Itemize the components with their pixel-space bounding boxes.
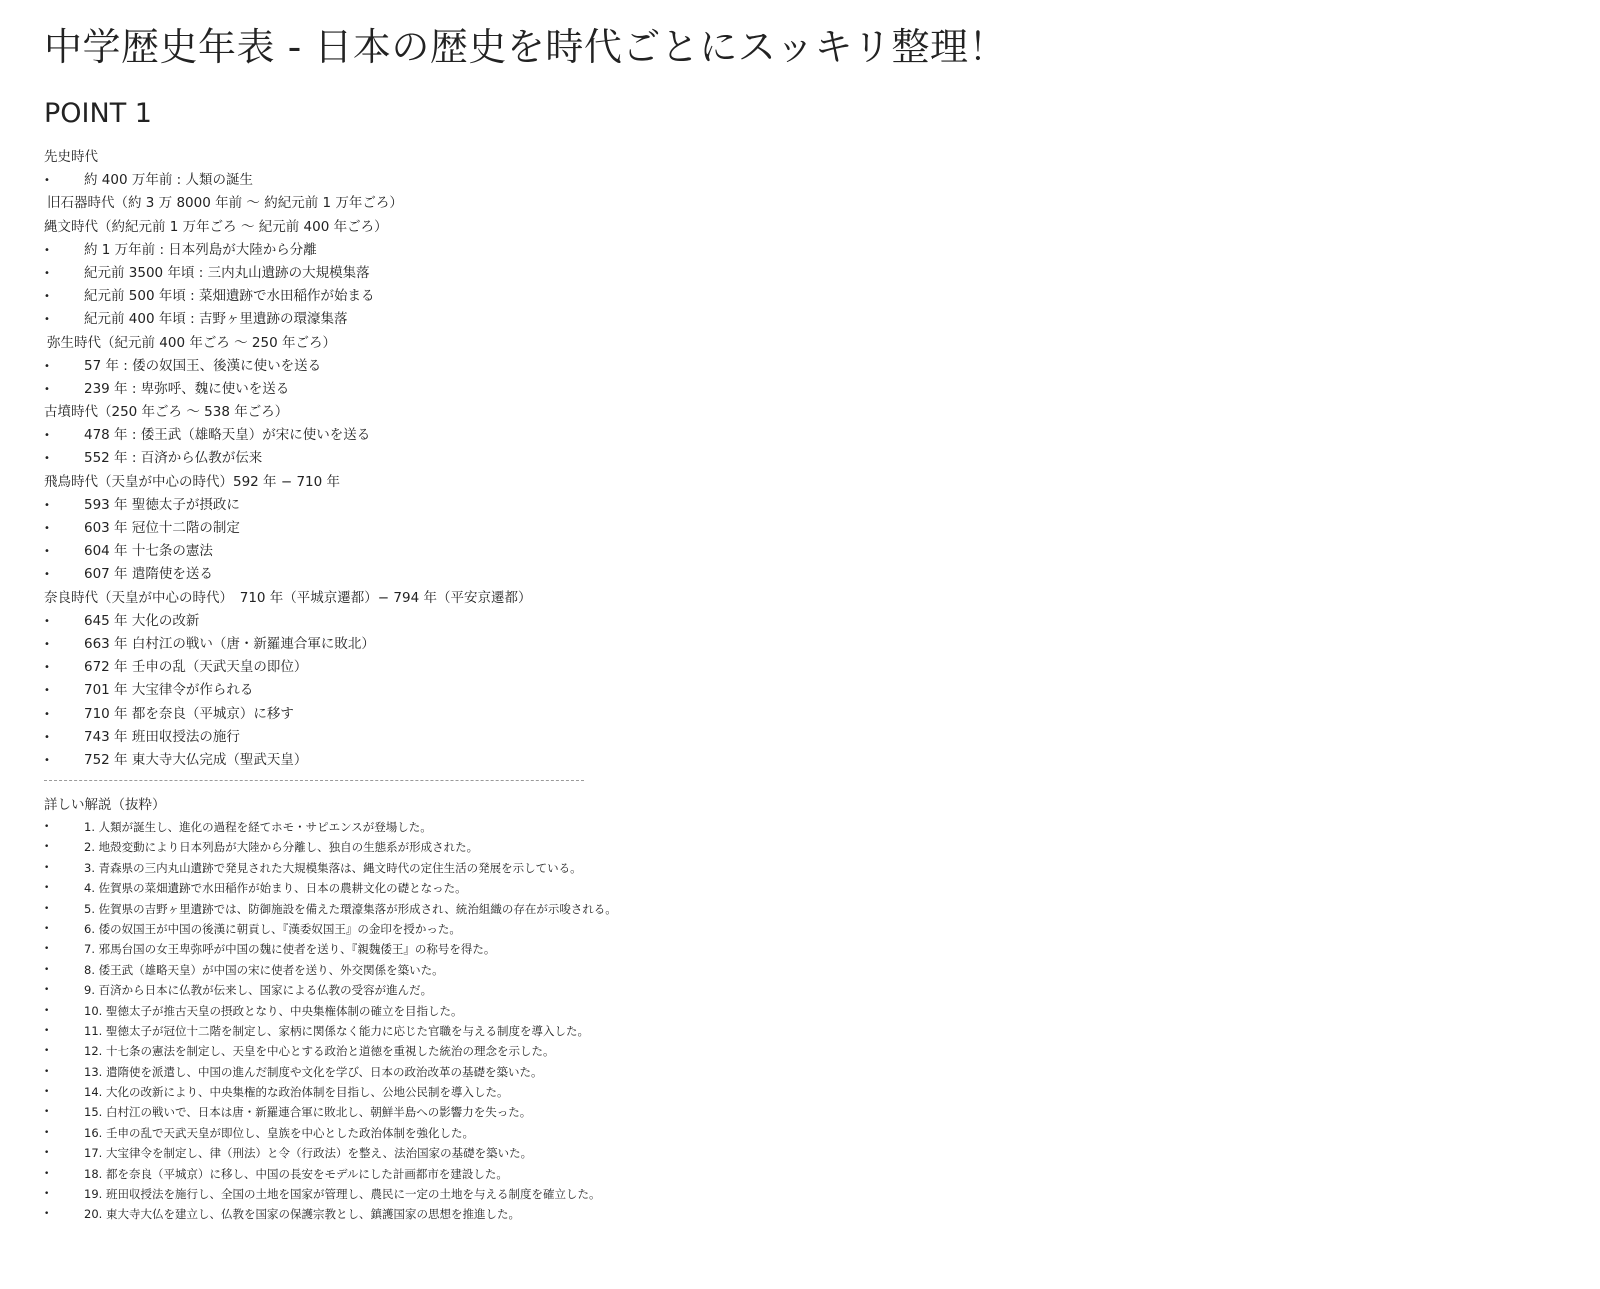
period-heading-text: 縄文時代（約紀元前 1 万年ごろ 〜 紀元前 400 年ごろ） [44, 218, 388, 235]
timeline-event-text: 604 年 十七条の憲法 [84, 543, 213, 560]
page-title: 中学歴史年表 - 日本の歴史を時代ごとにスッキリ整理！ [44, 25, 1007, 69]
bullet-icon: • [44, 944, 50, 955]
timeline-event [44, 656, 944, 679]
bullet-icon: • [44, 453, 50, 465]
timeline-event-text: 約 400 万年前 : 人類の誕生 [84, 172, 253, 189]
details-heading: 詳しい解説（抜粋） [44, 797, 166, 813]
detail-item-text: 17. 大宝律令を制定し、律（刑法）と令（行政法）を整え、法治国家の基礎を築いた。 [84, 1146, 533, 1161]
detail-item-text: 5. 佐賀県の吉野ヶ里遺跡では、防御施設を備えた環濠集落が形成され、統治組織の存在が示唆される。 [84, 901, 617, 916]
detail-item [44, 1164, 944, 1184]
timeline-event-text: 710 年 都を奈良（平城京）に移す [84, 705, 294, 722]
timeline-event-text: 約 1 万年前 : 日本列島が大陸から分離 [84, 241, 317, 258]
timeline-event [44, 517, 944, 540]
timeline-event [44, 308, 944, 331]
details-list [44, 817, 944, 1225]
timeline-event-text: 701 年 大宝律令が作られる [84, 682, 254, 699]
detail-item [44, 817, 944, 837]
detail-item-text: 3. 青森県の三内丸山遺跡で発見された大規模集落は、縄文時代の定住生活の発展を示している。 [84, 860, 582, 875]
timeline-event-text: 57 年 : 倭の奴国王、後漢に使いを送る [84, 357, 322, 374]
detail-item [44, 1184, 944, 1204]
detail-item [44, 878, 944, 898]
timeline-event-text: 663 年 白村江の戦い（唐・新羅連合軍に敗北） [84, 635, 375, 652]
period-heading [44, 401, 944, 424]
bullet-icon: • [44, 685, 50, 697]
detail-item [44, 1021, 944, 1041]
timeline-event [44, 447, 944, 470]
period-heading-text: 先史時代 [44, 149, 98, 165]
detail-item [44, 919, 944, 939]
bullet-icon: • [44, 923, 50, 934]
timeline-event-text: 紀元前 500 年頃 : 菜畑遺跡で水田稲作が始まる [84, 288, 375, 305]
timeline-event [44, 563, 944, 586]
bullet-icon: • [44, 638, 50, 650]
timeline-list [44, 146, 944, 772]
detail-item-text: 13. 遣隋使を派遣し、中国の進んだ制度や文化を学び、日本の政治改革の基礎を築いた。 [84, 1064, 543, 1079]
timeline-event-text: 672 年 壬申の乱（天武天皇の即位） [84, 659, 308, 676]
timeline-event [44, 262, 944, 285]
detail-item [44, 960, 944, 980]
detail-item [44, 939, 944, 959]
detail-item [44, 1123, 944, 1143]
detail-item [44, 1062, 944, 1082]
timeline-event [44, 494, 944, 517]
bullet-icon: • [44, 1066, 50, 1077]
period-heading [44, 587, 944, 610]
bullet-icon: • [44, 383, 50, 395]
detail-item-text: 7. 邪馬台国の女王卑弥呼が中国の魏に使者を送り、『親魏倭王』の称号を得た。 [84, 942, 496, 957]
timeline-event [44, 726, 944, 749]
detail-item-text: 10. 聖徳太子が推古天皇の摂政となり、中央集権体制の確立を目指した。 [84, 1003, 463, 1018]
detail-item-text: 6. 倭の奴国王が中国の後漢に朝貢し、『漢委奴国王』の金印を授かった。 [84, 921, 461, 936]
timeline-event [44, 610, 944, 633]
bullet-icon: • [44, 842, 50, 853]
timeline-event [44, 540, 944, 563]
bullet-icon: • [44, 1025, 50, 1036]
bullet-icon: • [44, 430, 50, 442]
detail-item [44, 858, 944, 878]
detail-item-text: 19. 班田収授法を施行し、全国の土地を国家が管理し、農民に一定の土地を与える制度を確立した。 [84, 1187, 601, 1202]
period-heading-text: 旧石器時代（約 3 万 8000 年前 〜 約紀元前 1 万年ごろ） [47, 195, 403, 212]
timeline-event [44, 749, 944, 772]
detail-item-text: 11. 聖徳太子が冠位十二階を制定し、家柄に関係なく能力に応じた官職を与える制度を導入した。 [84, 1023, 589, 1038]
detail-item-text: 18. 都を奈良（平城京）に移し、中国の長安をモデルにした計画都市を建設した。 [84, 1166, 508, 1181]
bullet-icon: • [44, 175, 50, 187]
timeline-event-text: 紀元前 3500 年頃 : 三内丸山遺跡の大規模集落 [84, 264, 370, 281]
period-heading [44, 192, 944, 215]
timeline-event [44, 633, 944, 656]
bullet-icon: • [44, 1005, 50, 1016]
bullet-icon: • [44, 314, 50, 326]
timeline-event [44, 239, 944, 262]
timeline-event-text: 752 年 東大寺大仏完成（聖武天皇） [84, 751, 308, 768]
bullet-icon: • [44, 499, 50, 511]
bullet-icon: • [44, 862, 50, 873]
bullet-icon: • [44, 546, 50, 558]
timeline-event [44, 355, 944, 378]
detail-item [44, 837, 944, 857]
bullet-icon: • [44, 708, 50, 720]
detail-item [44, 1082, 944, 1102]
detail-item-text: 2. 地殻変動により日本列島が大陸から分離し、独自の生態系が形成された。 [84, 840, 479, 855]
timeline-event [44, 424, 944, 447]
bullet-icon: • [44, 1046, 50, 1057]
bullet-icon: • [44, 883, 50, 894]
bullet-icon: • [44, 244, 50, 256]
bullet-icon: • [44, 985, 50, 996]
timeline-event-text: 552 年 : 百済から仏教が伝来 [84, 450, 263, 467]
bullet-icon: • [44, 615, 50, 627]
detail-item-text: 8. 倭王武（雄略天皇）が中国の宋に使者を送り、外交関係を築いた。 [84, 962, 444, 977]
timeline-event [44, 378, 944, 401]
timeline-event [44, 679, 944, 702]
period-heading-text: 古墳時代（250 年ごろ 〜 538 年ごろ） [44, 404, 289, 421]
timeline-event-text: 593 年 聖徳太子が摂政に [84, 496, 240, 513]
bullet-icon: • [44, 731, 50, 743]
detail-item [44, 1041, 944, 1061]
timeline-event-text: 478 年 : 倭王武（雄略天皇）が宋に使いを送る [84, 427, 371, 444]
detail-item [44, 1102, 944, 1122]
bullet-icon: • [44, 1107, 50, 1118]
detail-item [44, 1001, 944, 1021]
point-heading: POINT 1 [44, 98, 152, 129]
detail-item [44, 980, 944, 1000]
detail-item [44, 1143, 944, 1163]
timeline-event [44, 703, 944, 726]
timeline-event-text: 239 年 : 卑弥呼、魏に使いを送る [84, 380, 290, 397]
period-heading [44, 471, 944, 494]
bullet-icon: • [44, 569, 50, 581]
timeline-event-text: 743 年 班田収授法の施行 [84, 728, 240, 745]
timeline-event-text: 603 年 冠位十二階の制定 [84, 520, 240, 536]
timeline-event [44, 285, 944, 308]
bullet-icon: • [44, 1209, 50, 1220]
detail-item-text: 20. 東大寺大仏を建立し、仏教を国家の保護宗教とし、鎮護国家の思想を推進した。 [84, 1207, 520, 1222]
timeline-event [44, 169, 944, 192]
period-heading [44, 216, 944, 239]
detail-item [44, 899, 944, 919]
period-heading [44, 146, 944, 169]
bullet-icon: • [44, 360, 50, 372]
detail-item [44, 1204, 944, 1224]
timeline-event-text: 紀元前 400 年頃 : 吉野ヶ里遺跡の環濠集落 [84, 311, 348, 328]
bullet-icon: • [44, 1127, 50, 1138]
period-heading-text: 奈良時代（天皇が中心の時代） 710 年（平城京遷都）− 794 年（平安京遷都） [44, 589, 532, 606]
detail-item-text: 4. 佐賀県の菜畑遺跡で水田稲作が始まり、日本の農耕文化の礎となった。 [84, 881, 467, 896]
bullet-icon: • [44, 291, 50, 303]
dashed-divider [44, 780, 584, 781]
bullet-icon: • [44, 662, 50, 674]
bullet-icon: • [44, 754, 50, 766]
bullet-icon: • [44, 1148, 50, 1159]
bullet-icon: • [44, 822, 50, 832]
period-heading-text: 弥生時代（紀元前 400 年ごろ 〜 250 年ごろ） [47, 334, 336, 351]
detail-item-text: 16. 壬申の乱で天武天皇が即位し、皇族を中心とした政治体制を強化した。 [84, 1125, 474, 1140]
bullet-icon: • [44, 903, 50, 914]
detail-item-text: 12. 十七条の憲法を制定し、天皇を中心とする政治と道徳を重視した統治の理念を示した。 [84, 1044, 555, 1059]
timeline-event-text: 645 年 大化の改新 [84, 612, 200, 629]
bullet-icon: • [44, 1168, 50, 1179]
detail-item-text: 1. 人類が誕生し、進化の過程を経てホモ・サピエンスが登場した。 [84, 820, 432, 834]
bullet-icon: • [44, 964, 50, 975]
detail-item-text: 14. 大化の改新により、中央集権的な政治体制を目指し、公地公民制を導入した。 [84, 1085, 509, 1100]
period-heading-text: 飛鳥時代（天皇が中心の時代）592 年 − 710 年 [44, 473, 341, 490]
bullet-icon: • [44, 1189, 50, 1200]
timeline-event-text: 607 年 遣隋使を送る [84, 566, 213, 583]
detail-item-text: 15. 白村江の戦いで、日本は唐・新羅連合軍に敗北し、朝鮮半島への影響力を失った。 [84, 1105, 532, 1120]
bullet-icon: • [44, 523, 50, 534]
period-heading [44, 332, 944, 355]
detail-item-text: 9. 百済から日本に仏教が伝来し、国家による仏教の受容が進んだ。 [84, 983, 433, 998]
bullet-icon: • [44, 267, 50, 279]
bullet-icon: • [44, 1087, 50, 1098]
